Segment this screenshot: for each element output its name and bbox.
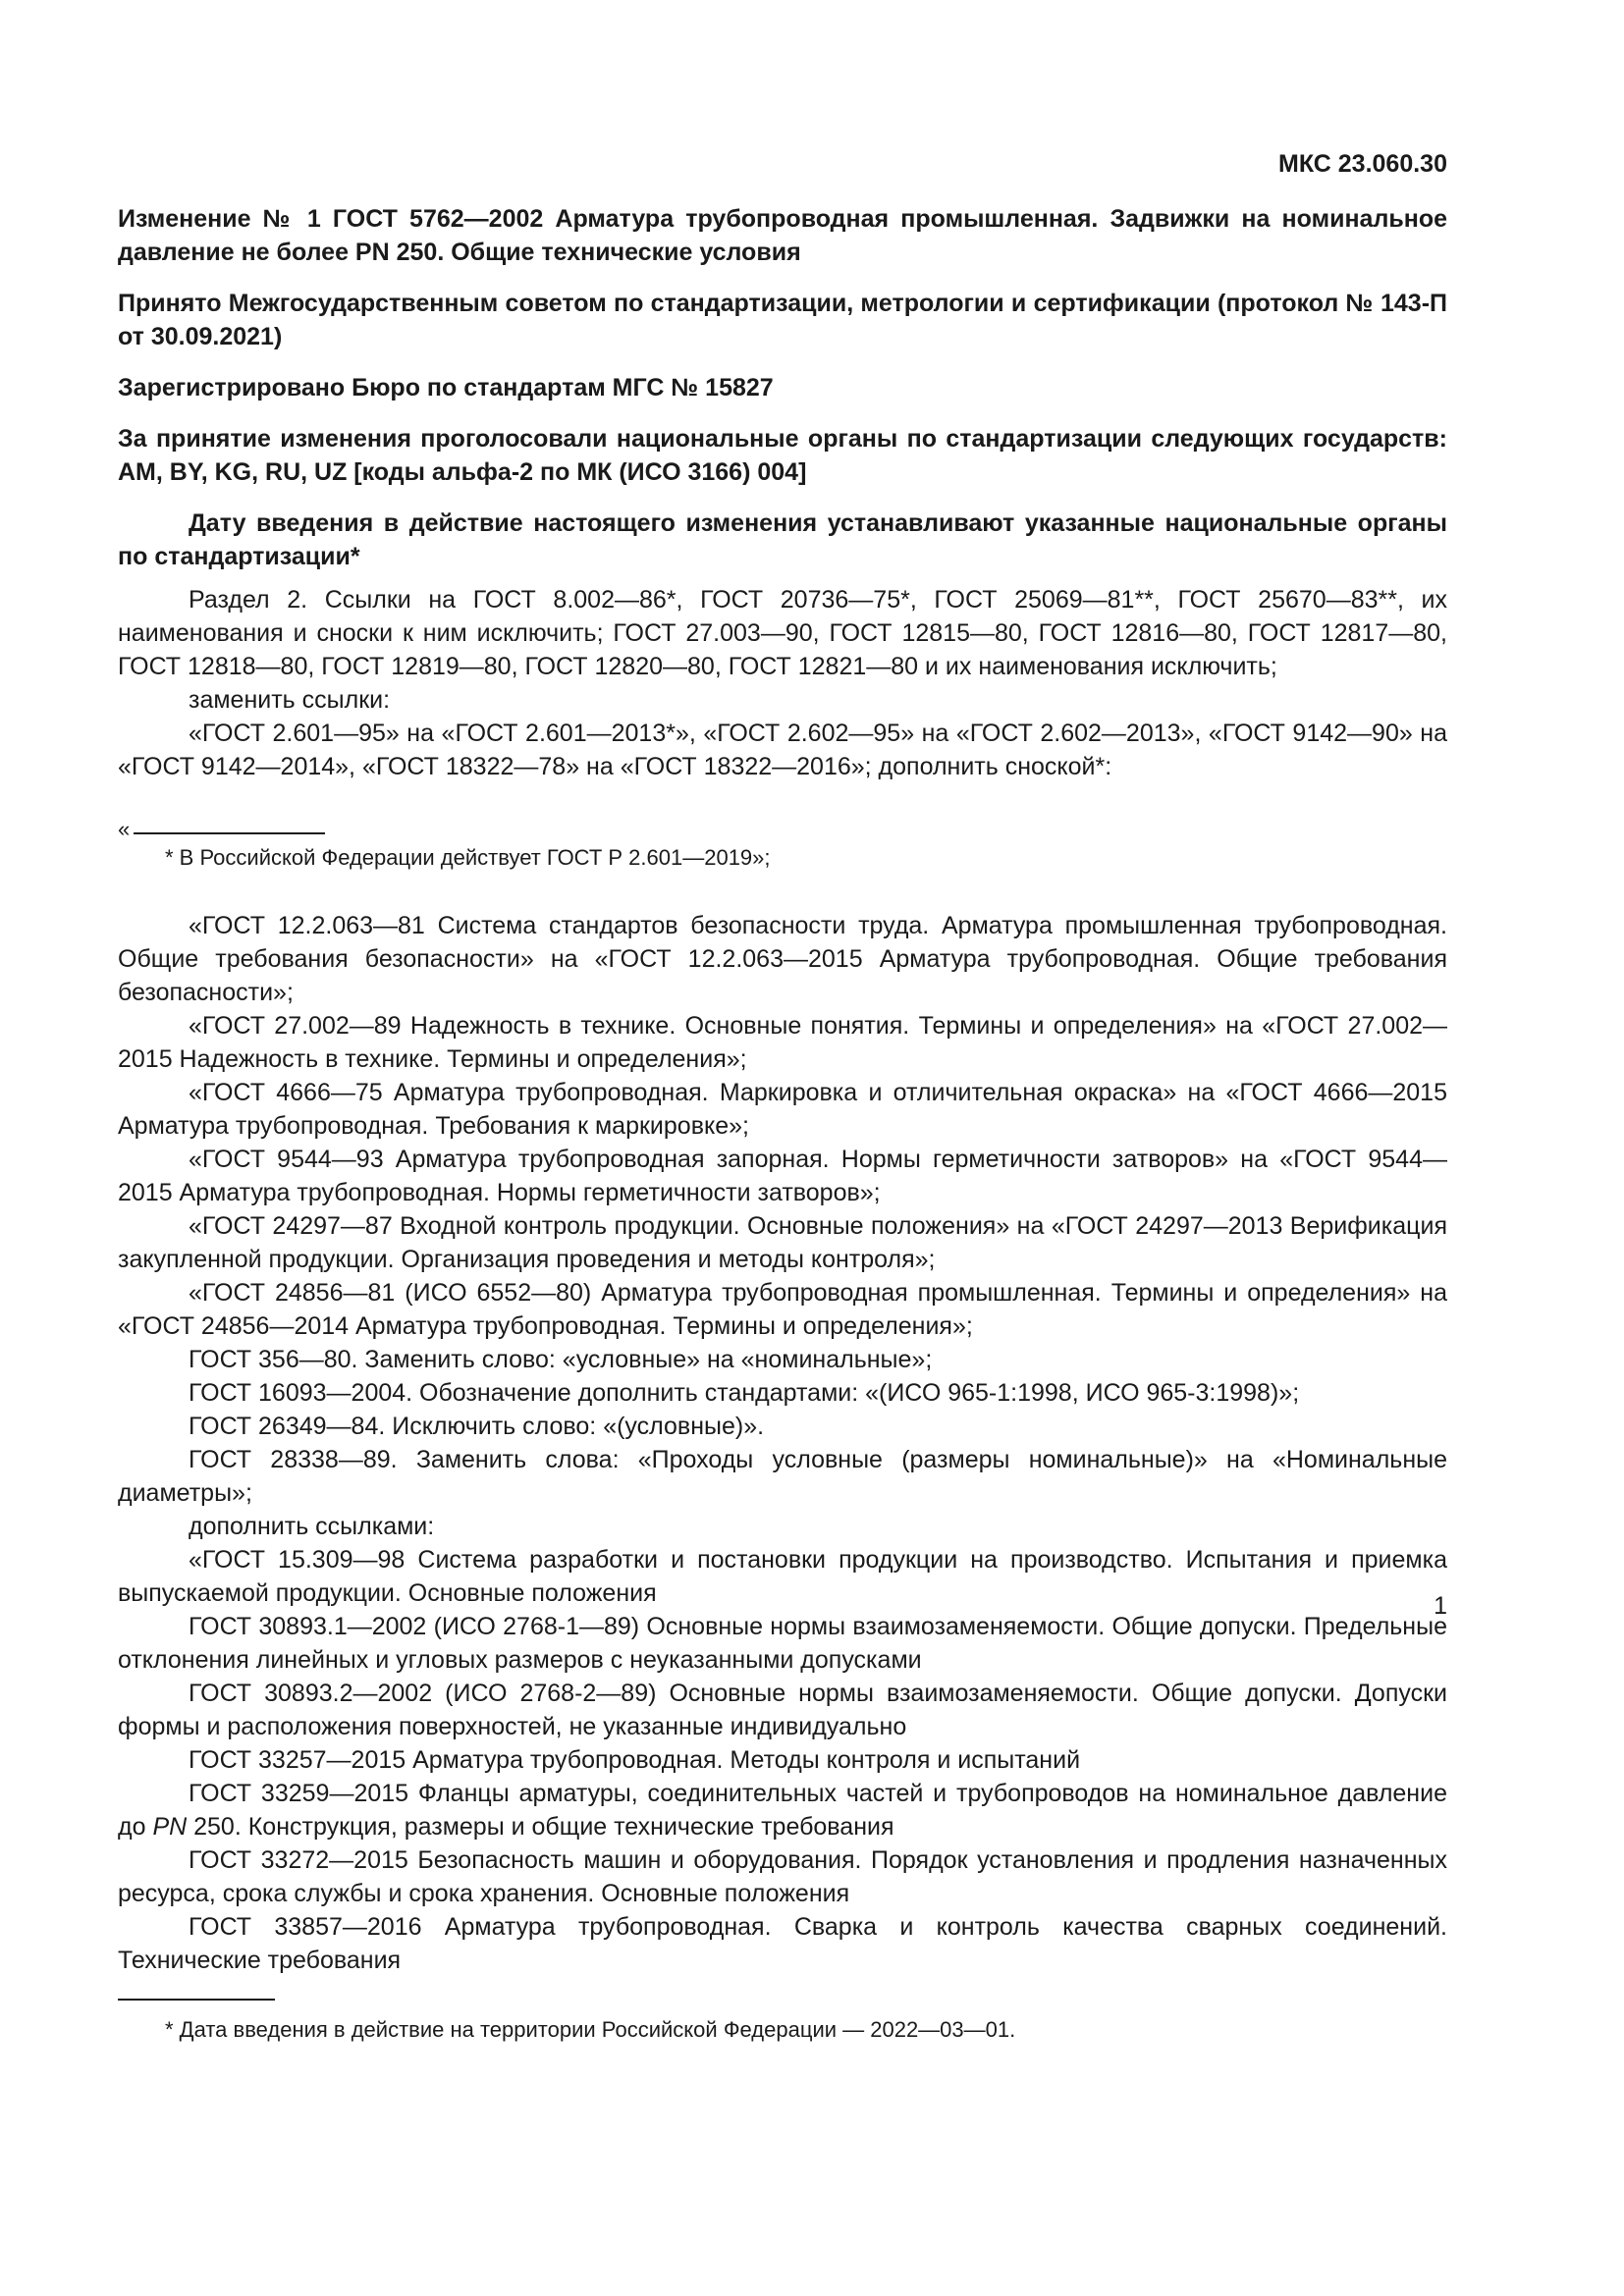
quote-mark: « <box>118 817 131 841</box>
pn-item-after: 250. Конструкция, размеры и общие технические требования <box>187 1813 894 1841</box>
footnote-rule <box>134 832 325 834</box>
paragraph: ГОСТ 33857—2016 Арматура трубопроводная. Сварка и контроль качества сварных соединений. Технические требования <box>118 1913 1447 1974</box>
paragraph <box>118 1777 1447 1843</box>
paragraph: Раздел 2. Ссылки на ГОСТ 8.002—86*, ГОСТ 20736—75*, ГОСТ 25069—81**, ГОСТ 25670—83**, их наименования и сноски к ним исключить; ГОСТ 27.003—90, ГОСТ 12815—80, ГОСТ 12816—80, ГОСТ 12817—80, ГОСТ 12818—80, ГОСТ 12819—80, ГОСТ 12820—80, ГОСТ 12821—80 и их наименования исключить; <box>118 586 1447 680</box>
paragraph: «ГОСТ 12.2.063—81 Система стандартов безопасности труда. Арматура промышленная трубопроводная. Общие требования безопасности» на «ГОСТ 12.2.063—2015 Арматура трубопроводная. Общие требования безопасности»; <box>118 912 1447 1006</box>
document-title: Изменение № 1 ГОСТ 5762—2002 Арматура трубопроводная промышленная. Задвижки на номинальное давление не более PN 250. Общие технические условия <box>118 205 1447 266</box>
effective-date-statement: Дату введения в действие настоящего изменения устанавливают указанные национальные органы по стандартизации* <box>118 509 1447 570</box>
paragraph: «ГОСТ 24297—87 Входной контроль продукции. Основные положения» на «ГОСТ 24297—2013 Верификация закупленной продукции. Организация проведения и методы контроля»; <box>118 1212 1447 1273</box>
page-number: 1 <box>1434 1592 1447 1620</box>
page-footnote-rule <box>118 1999 275 2001</box>
pn-item-italic: PN <box>152 1813 188 1841</box>
paragraph: ГОСТ 16093—2004. Обозначение дополнить стандартами: «(ИСО 965-1:1998, ИСО 965-3:1998)»; <box>189 1379 1300 1407</box>
pn-item-before: ГОСТ 33259—2015 Фланцы арматуры, соединительных частей и трубопроводов на номинальное давление до <box>118 1780 1447 1841</box>
paragraph: ГОСТ 356—80. Заменить слово: «условные» на «номинальные»; <box>189 1346 933 1373</box>
voting-statement: За принятие изменения проголосовали национальные органы по стандартизации следующих государств: AM, BY, KG, RU, UZ [коды альфа-2 по МК (ИСО 3166) 004] <box>118 425 1447 486</box>
paragraph: ГОСТ 28338—89. Заменить слова: «Проходы условные (размеры номинальные)» на «Номинальные диаметры»; <box>118 1446 1447 1507</box>
adopted-statement: Принято Межгосударственным советом по стандартизации, метрологии и сертификации (протокол № 143-П от 30.09.2021) <box>118 290 1447 350</box>
paragraph: «ГОСТ 15.309—98 Система разработки и постановки продукции на производство. Испытания и приемка выпускаемой продукции. Основные положения <box>118 1546 1447 1607</box>
inner-footnote <box>118 817 1447 874</box>
page-footnote: * Дата введения в действие на территории Российской Федерации — 2022—03—01. <box>165 2017 1016 2042</box>
paragraph: ГОСТ 33272—2015 Безопасность машин и оборудования. Порядок установления и продления назначенных ресурса, срока службы и срока хранения. Основные положения <box>118 1846 1447 1907</box>
paragraph: «ГОСТ 27.002—89 Надежность в технике. Основные понятия. Термины и определения» на «ГОСТ 27.002—2015 Надежность в технике. Термины и определения»; <box>118 1012 1447 1073</box>
mks-code: МКС 23.060.30 <box>1278 150 1447 178</box>
paragraph: ГОСТ 30893.1—2002 (ИСО 2768-1—89) Основные нормы взаимозаменяемости. Общие допуски. Предельные отклонения линейных и угловых размеров с неуказанными допусками <box>118 1613 1447 1674</box>
paragraph: ГОСТ 26349—84. Исключить слово: «(условные)». <box>189 1413 765 1440</box>
paragraph: «ГОСТ 2.601—95» на «ГОСТ 2.601—2013*», «ГОСТ 2.602—95» на «ГОСТ 2.602—2013», «ГОСТ 9142—90» на «ГОСТ 9142—2014», «ГОСТ 18322—78» на «ГОСТ 18322—2016»; дополнить сноской*: <box>118 720 1447 780</box>
inner-footnote-text: * В Российской Федерации действует ГОСТ Р 2.601—2019»; <box>165 845 771 870</box>
paragraph: «ГОСТ 24856—81 (ИСО 6552—80) Арматура трубопроводная промышленная. Термины и определения» на «ГОСТ 24856—2014 Арматура трубопроводная. Термины и определения»; <box>118 1279 1447 1340</box>
paragraph: ГОСТ 33257—2015 Арматура трубопроводная. Методы контроля и испытаний <box>189 1746 1081 1774</box>
registration-statement: Зарегистрировано Бюро по стандартам МГС № 15827 <box>118 374 774 401</box>
paragraph: «ГОСТ 9544—93 Арматура трубопроводная запорная. Нормы герметичности затворов» на «ГОСТ 9544—2015 Арматура трубопроводная. Нормы герметичности затворов»; <box>118 1146 1447 1206</box>
paragraph: дополнить ссылками: <box>189 1513 435 1540</box>
paragraph: заменить ссылки: <box>189 686 391 714</box>
paragraph: «ГОСТ 4666—75 Арматура трубопроводная. Маркировка и отличительная окраска» на «ГОСТ 4666—2015 Арматура трубопроводная. Требования к маркировке»; <box>118 1079 1447 1140</box>
paragraph: ГОСТ 30893.2—2002 (ИСО 2768-2—89) Основные нормы взаимозаменяемости. Общие допуски. Допуски формы и расположения поверхностей, не указанные индивидуально <box>118 1680 1447 1740</box>
document-page <box>118 147 1447 2046</box>
